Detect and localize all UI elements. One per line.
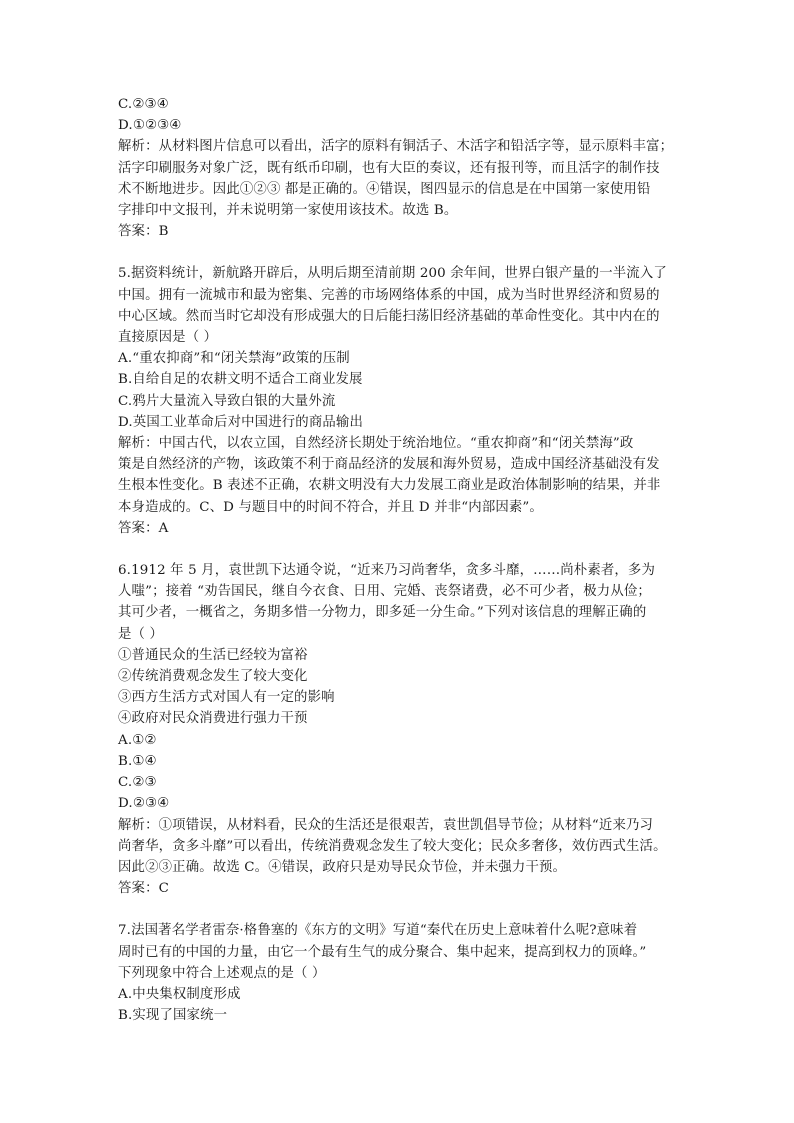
option-c: C.②③④ [118,97,169,112]
option-a: A.①② [118,732,157,748]
spacer [118,539,678,560]
spacer [118,899,678,920]
question-stem-line: 中国。拥有一流城市和最为密集、完善的市场网络体系的中国，成为当时世界经济和贸易的 [118,287,660,303]
statement-4: ④政府对民众消费进行强力干预 [118,711,308,727]
answer: 答案：B [118,224,169,240]
statement-1: ①普通民众的生活已经较为富裕 [118,647,308,663]
question-6 [118,560,678,899]
analysis-line: 因此②③正确。故选 C。④错误，政府只是劝导民众节俭，并未强力干预。 [118,859,567,875]
question-7 [118,920,678,1026]
analysis-line: 字排印中文报刊，并未说明第一家使用该技术。故选 B。 [118,203,458,219]
analysis-line: 活字印刷服务对象广泛，既有纸币印刷，也有大臣的奏议，还有报刊等，而且活字的制作技 [118,160,660,176]
answer: 答案：A [118,520,169,536]
exam-page [118,94,678,1026]
option-c: C.②③ [118,775,157,791]
question-stem-line: 6.1912 年 5 月，袁世凯下达通令说，“近来乃习尚奢华，贪多斗靡，……尚朴素者，多为 [118,563,656,579]
option-b: B.自给自足的农耕文明不适合工商业发展 [118,372,363,388]
question-stem-line: 周时已有的中国的力量，由它一个最有生气的成分聚合、集中起来，提高到权力的顶峰。” [118,944,647,960]
analysis-line: 解析：从材料图片信息可以看出，活字的原料有铜活子、木活字和铅活字等，显示原料丰富； [118,139,674,155]
question-stem-line: 7.法国著名学者雷奈·格鲁塞的《东方的文明》写道“秦代在历史上意味着什么呢?意味着 [118,923,638,939]
analysis-line: 尚奢华，贪多斗靡”可以看出，传统消费观念发生了较大变化；民众多奢侈，效仿西式生活。 [118,838,667,854]
option-c: C.鸦片大量流入导致白银的大量外流 [118,393,336,409]
question-stem-line: 5.据资料统计，新航路开辟后，从明后期至清前期 200 余年间，世界白银产量的一半流入了 [118,266,667,282]
statement-2: ②传统消费观念发生了较大变化 [118,669,308,685]
analysis-line: 术不断地进步。因此①②③ 都是正确的。④错误，图四显示的信息是在中国第一家使用铅 [118,181,651,197]
question-5 [118,263,678,539]
option-a: A.“重农抑商”和“闭关禁海”政策的压制 [118,351,350,367]
statement-3: ③西方生活方式对国人有一定的影响 [118,690,335,706]
option-d: D.英国工业革命后对中国进行的商品输出 [118,414,364,430]
analysis-line: 解析：中国古代，以农立国，自然经济长期处于统治地位。“重农抑商”和“闭关禁海”政 [118,436,634,452]
answer: 答案：C [118,881,170,897]
question-stem-line: 是（ ） [118,626,164,642]
question-stem-line: 直接原因是（ ） [118,330,218,346]
option-a: A.中央集权制度形成 [118,986,241,1002]
question-stem-line: 中心区域。然而当时它却没有形成强大的日后能扫荡旧经济基础的革命性变化。其中内在的 [118,308,660,324]
analysis-line: 生根本性变化。B 表述不正确，农耕文明没有大力发展工商业是政治体制影响的结果，并非 [118,478,661,494]
question-4-tail [118,94,678,242]
question-stem-line: 人嗤”；接着 “劝告国民，继自今衣食、日用、完婚、丧祭诸费，必不可少者，极力从俭； [118,584,651,600]
option-d: D.②③④ [118,796,170,812]
analysis-line: 策是自然经济的产物，该政策不利于商品经济的发展和海外贸易，造成中国经济基础没有发 [118,457,660,473]
option-d: D.①②③④ [118,118,182,134]
option-b: B.①④ [118,753,157,769]
analysis-line: 解析：①项错误，从材料看，民众的生活还是很艰苦，袁世凯倡导节俭；从材料“近来乃习 [118,817,654,833]
question-stem-line: 其可少者，一概省之，务期多惜一分物力，即多延一分生命。”下列对该信息的理解正确的 [118,605,647,621]
option-b: B.实现了国家统一 [118,1008,228,1024]
analysis-line: 本身造成的。C、D 与题目中的时间不符合，并且 D 并非“内部因素”。 [118,499,543,515]
spacer [118,242,678,263]
question-stem-line: 下列现象中符合上述观点的是（ ） [118,965,326,981]
